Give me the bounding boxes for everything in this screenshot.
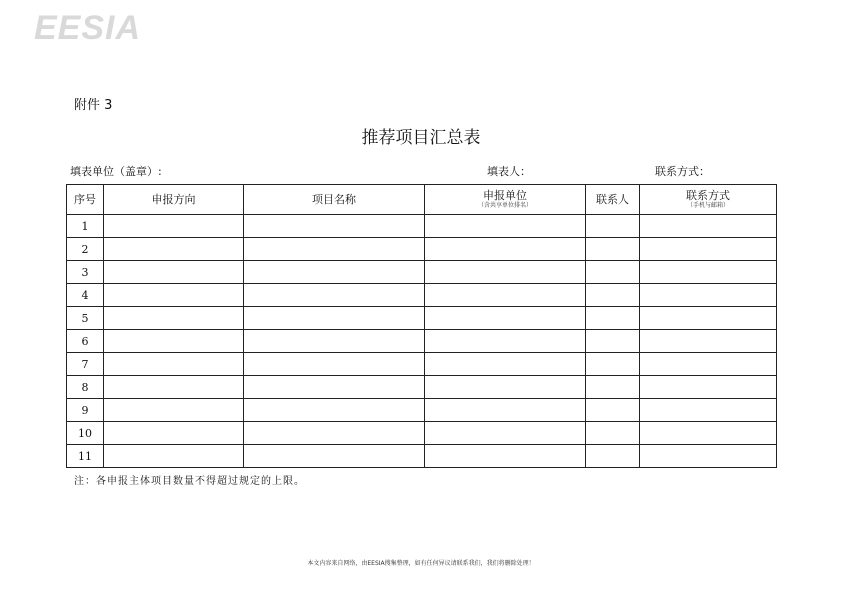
cell-contact-method[interactable] [640,238,777,261]
header-unit [425,185,586,215]
cell-contact-method[interactable] [640,376,777,399]
cell-contact-method[interactable] [640,307,777,330]
cell-contact-person[interactable] [586,284,640,307]
attachment-label: 附件 3 [74,98,113,113]
cell-contact-person[interactable] [586,238,640,261]
contact-label: 联系方式： [655,165,710,178]
eesia-logo: EESIA [34,9,142,47]
cell-unit[interactable] [425,215,586,238]
cell-contact-method[interactable] [640,422,777,445]
cell-contact-method[interactable] [640,330,777,353]
header-unit-label: 申报单位 [483,189,527,202]
cell-contact-method[interactable] [640,284,777,307]
table-row [67,261,777,284]
cell-project-name[interactable] [244,445,425,468]
cell-contact-person[interactable] [586,399,640,422]
table-row [67,399,777,422]
row-seq-cell: 4 [67,284,104,307]
row-seq-cell: 1 [67,215,104,238]
table-row [67,215,777,238]
row-seq-cell: 11 [67,445,104,468]
cell-project-name[interactable] [244,284,425,307]
cell-unit[interactable] [425,445,586,468]
cell-unit[interactable] [425,307,586,330]
cell-unit[interactable] [425,330,586,353]
table-body [67,215,777,468]
table-row [67,238,777,261]
cell-contact-method[interactable] [640,445,777,468]
cell-contact-person[interactable] [586,422,640,445]
cell-direction[interactable] [104,215,244,238]
cell-contact-person[interactable] [586,330,640,353]
cell-project-name[interactable] [244,353,425,376]
cell-unit[interactable] [425,399,586,422]
cell-unit[interactable] [425,284,586,307]
header-contact-method-label: 联系方式 [686,189,730,202]
header-contact-person: 联系人 [586,185,640,215]
table-row [67,445,777,468]
cell-contact-method[interactable] [640,399,777,422]
cell-contact-person[interactable] [586,376,640,399]
cell-direction[interactable] [104,330,244,353]
cell-project-name[interactable] [244,261,425,284]
cell-direction[interactable] [104,307,244,330]
cell-unit[interactable] [425,238,586,261]
cell-direction[interactable] [104,238,244,261]
row-seq-cell: 8 [67,376,104,399]
footnote: 注：各申报主体项目数量不得超过规定的上限。 [74,476,305,487]
cell-direction[interactable] [104,353,244,376]
table-row [67,330,777,353]
table-header-row [67,185,777,215]
cell-direction[interactable] [104,445,244,468]
row-seq-cell: 7 [67,353,104,376]
cell-contact-person[interactable] [586,445,640,468]
cell-contact-person[interactable] [586,353,640,376]
cell-direction[interactable] [104,284,244,307]
cell-unit[interactable] [425,353,586,376]
cell-unit[interactable] [425,261,586,284]
row-seq-cell: 5 [67,307,104,330]
header-project-name: 项目名称 [244,185,425,215]
cell-direction[interactable] [104,422,244,445]
cell-unit[interactable] [425,376,586,399]
page-footer: 本文内容来自网络，由EESIA搜集整理，如有任何异议请联系我们，我们将删除处理！ [307,560,535,567]
cell-direction[interactable] [104,376,244,399]
cell-contact-method[interactable] [640,215,777,238]
cell-project-name[interactable] [244,399,425,422]
header-direction: 申报方向 [104,185,244,215]
page-title: 推荐项目汇总表 [361,128,481,148]
cell-direction[interactable] [104,261,244,284]
table-row [67,376,777,399]
row-seq-cell: 9 [67,399,104,422]
table-row [67,307,777,330]
cell-project-name[interactable] [244,376,425,399]
row-seq-cell: 3 [67,261,104,284]
table-row [67,284,777,307]
header-contact-method-sub: （手机与邮箱） [686,202,729,209]
header-seq: 序号 [67,185,104,215]
cell-project-name[interactable] [244,238,425,261]
cell-contact-person[interactable] [586,261,640,284]
table-row [67,422,777,445]
cell-contact-person[interactable] [586,215,640,238]
filling-unit-label: 填表单位（盖章）: [70,165,162,178]
cell-project-name[interactable] [244,307,425,330]
cell-project-name[interactable] [244,215,425,238]
filler-label: 填表人： [487,165,531,178]
table-row [67,353,777,376]
cell-contact-method[interactable] [640,353,777,376]
row-seq-cell: 6 [67,330,104,353]
row-seq-cell: 10 [67,422,104,445]
cell-direction[interactable] [104,399,244,422]
row-seq-cell: 2 [67,238,104,261]
cell-contact-method[interactable] [640,261,777,284]
summary-table [66,184,777,468]
cell-project-name[interactable] [244,422,425,445]
header-unit-sub: （含共享单位排名） [477,202,532,209]
cell-contact-person[interactable] [586,307,640,330]
header-contact-method [640,185,777,215]
cell-unit[interactable] [425,422,586,445]
cell-project-name[interactable] [244,330,425,353]
